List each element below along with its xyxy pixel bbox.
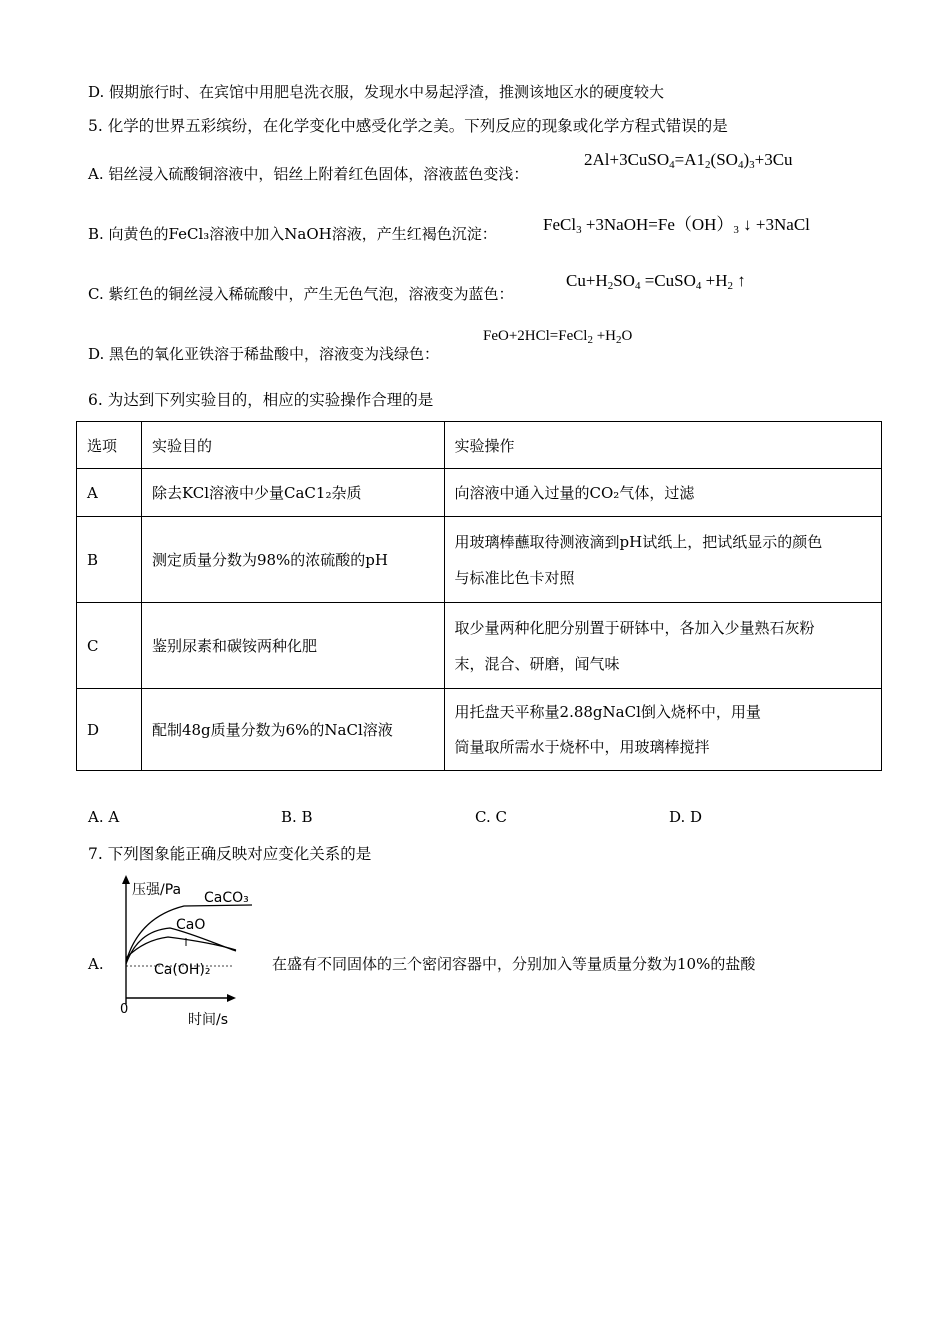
table-row	[77, 603, 882, 689]
q5-equation-c: $Cu+H_2SO_4$ =CuSO$_4$ $+H_2$ ↑	[566, 271, 746, 292]
q5-equation-b: FeCl$_3$ $+3NaOH=Fe(OH)_3$ ↓ +3NaCl	[543, 215, 810, 236]
q5-stem: 5. 化学的世界五彩缤纷，在化学变化中感受化学之美。下列反应的现象或化学方程式错误的是	[88, 117, 728, 135]
row-operation: 向溶液中通入过量的CO₂气体，过滤	[444, 469, 881, 517]
q7-option-a-text: 在盛有不同固体的三个密闭容器中，分别加入等量质量分数为10%的盐酸	[272, 955, 756, 973]
pressure-time-graph	[112, 872, 262, 1028]
q5-option-a: A. 铝丝浸入硫酸铜溶液中，铝丝上附着红色固体，溶液蓝色变浅：	[88, 165, 529, 183]
y-axis-label: 压强/Pa	[132, 882, 182, 898]
q5-option-d: D. 黑色的氧化亚铁溶于稀盐酸中，溶液变为浅绿色：	[88, 345, 440, 363]
header-option: 选项	[77, 422, 142, 469]
row-goal: 配制48g质量分数为6%的NaCl溶液	[141, 689, 444, 771]
header-operation: 实验操作	[444, 422, 881, 469]
row-option: C	[77, 603, 142, 689]
q7-stem: 7. 下列图象能正确反映对应变化关系的是	[88, 845, 372, 863]
table-row	[77, 689, 882, 771]
row-option: A	[77, 469, 142, 517]
q5-equation-a: $2Al+3CuSO_4=A1_2(SO_4)_3+3Cu$	[584, 150, 793, 171]
row-goal: 鉴别尿素和碳铵两种化肥	[141, 603, 444, 689]
row-operation: 用托盘天平称量2.88gNaCl倒入烧杯中，用量 筒量取所需水于烧杯中，用玻璃棒搅拌	[444, 689, 881, 771]
label-cao: CaO	[176, 917, 206, 933]
label-caoh2: Ca(OH)₂	[154, 962, 211, 978]
row-operation: 用玻璃棒蘸取待测液滴到pH试纸上，把试纸显示的颜色 与标准比色卡对照	[444, 517, 881, 603]
y-axis-arrow	[122, 875, 130, 884]
row-operation: 取少量两种化肥分别置于研钵中，各加入少量熟石灰粉 末，混合、研磨，闻气味	[444, 603, 881, 689]
table-header-row	[77, 422, 882, 469]
curve-caoh2	[126, 937, 236, 958]
q5-option-b: B. 向黄色的FeCl₃溶液中加入NaOH溶液，产生红褐色沉淀：	[88, 225, 497, 243]
header-goal: 实验目的	[141, 422, 444, 469]
q6-choice-c[interactable]: C. C	[475, 808, 507, 826]
origin-label: 0	[120, 1002, 129, 1017]
table-row	[77, 469, 882, 517]
q6-stem: 6. 为达到下列实验目的，相应的实验操作合理的是	[88, 391, 434, 409]
x-axis-label: 时间/s	[188, 1012, 229, 1028]
q6-choice-a[interactable]: A. A	[88, 808, 120, 826]
row-goal: 测定质量分数为98%的浓硫酸的pH	[141, 517, 444, 603]
row-option: D	[77, 689, 142, 771]
q5-option-c: C. 紫红色的铜丝浸入稀硫酸中，产生无色气泡，溶液变为蓝色：	[88, 285, 514, 303]
q6-choice-b[interactable]: B. B	[281, 808, 313, 826]
experiment-table	[76, 421, 882, 771]
row-option: B	[77, 517, 142, 603]
x-axis-arrow	[227, 994, 236, 1002]
q7-option-a-label[interactable]: A.	[88, 955, 104, 973]
row-goal: 除去KCl溶液中少量CaC1₂杂质	[141, 469, 444, 517]
q6-choice-d[interactable]: D. D	[669, 808, 703, 826]
q4-option-d: D. 假期旅行时、在宾馆中用肥皂洗衣服，发现水中易起浮渣，推测该地区水的硬度较大	[88, 83, 665, 101]
table-row	[77, 517, 882, 603]
label-caco3: CaCO₃	[204, 890, 249, 906]
q5-equation-d: FeO+2HCl=FeCl$_2$ $+H_2O$	[483, 328, 633, 346]
